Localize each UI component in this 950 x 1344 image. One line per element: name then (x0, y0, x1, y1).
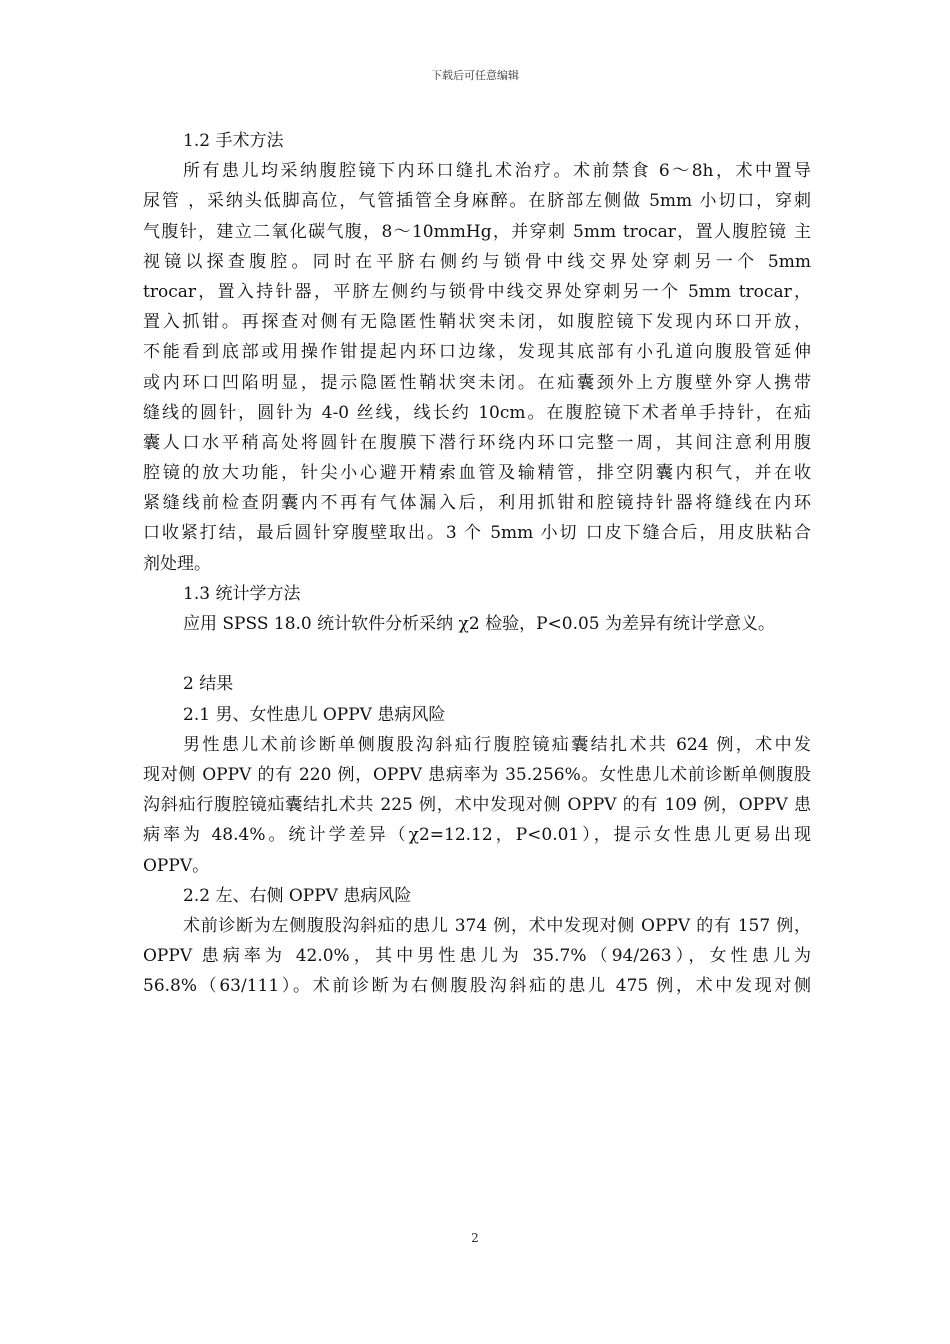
paragraph-line: 囊人口水平稍高处将圆针在腹膜下潜行环绕内环口完整一周，其间注意利用腹 (143, 432, 811, 453)
paragraph-line: 视镜以探查腹腔。同时在平脐右侧约与锁骨中线交界处穿刺另一个 5mm (143, 251, 811, 272)
section-heading-2: 2 结果 (183, 674, 234, 695)
paragraph-line: 术前诊断为左侧腹股沟斜疝的患儿 374 例，术中发现对侧 OPPV 的有 157 例， (183, 915, 811, 936)
paragraph-line: OPPV 患病率为 42.0%，其中男性患儿为 35.7%（94/263），女性患儿为 (143, 946, 811, 967)
paragraph-line: 56.8%（63/111）。术前诊断为右侧腹股沟斜疝的患儿 475 例，术中发现对侧 (143, 976, 811, 997)
paragraph-line: 应用 SPSS 18.0 统计软件分析采纳 χ2 检验，P<0.05 为差异有统计学意义。 (183, 614, 776, 634)
paragraph-line: trocar，置入持针器，平脐左侧约与锁骨中线交界处穿刺另一个 5mm trocar， (143, 281, 811, 302)
section-heading-2-2: 2.2 左、右侧 OPPV 患病风险 (183, 885, 412, 906)
paragraph-line: 现对侧 OPPV 的有 220 例，OPPV 患病率为 35.256%。女性患儿术前诊断单侧腹股 (143, 764, 811, 785)
paragraph-line: 腔镜的放大功能，针尖小心避开精索血管及输精管，排空阴囊内积气，并在收 (143, 463, 811, 484)
page-number: 2 (471, 1231, 479, 1245)
paragraph-line: 置入抓钳。再探查对侧有无隐匿性鞘状突未闭，如腹腔镜下发现内环口开放， (143, 312, 811, 333)
section-heading-1-3: 1.3 统计学方法 (183, 583, 301, 604)
document-body (143, 126, 811, 1001)
section-heading-1-2: 1.2 手术方法 (183, 131, 284, 151)
paragraph-line: 尿管 ，采纳头低脚高位，气管插管全身麻醉。在脐部左侧做 5mm 小切口，穿刺 (143, 191, 811, 212)
paragraph-line: OPPV。 (143, 855, 210, 876)
paragraph-line: 紧缝线前检查阴囊内不再有气体漏入后，利用抓钳和腔镜持针器将缝线在内环 (143, 493, 811, 514)
paragraph-line: 或内环口凹陷明显，提示隐匿性鞘状突未闭。在疝囊颈外上方腹壁外穿人携带 (143, 372, 811, 393)
paragraph-line: 剂处理。 (143, 553, 211, 574)
paragraph-line: 病率为 48.4%。统计学差异（χ2=12.12，P<0.01），提示女性患儿更易出现 (143, 825, 811, 846)
paragraph-line: 气腹针，建立二氧化碳气腹，8～10mmHg，并穿刺 5mm trocar，置人腹腔镜 主 (143, 221, 811, 242)
blank-line (143, 639, 811, 669)
page-header-note: 下载后可任意编辑 (431, 69, 519, 82)
paragraph-line: 不能看到底部或用操作钳提起内环口边缘，发现其底部有小孔道向腹股管延伸 (143, 342, 811, 363)
paragraph-line: 沟斜疝行腹腔镜疝囊结扎术共 225 例，术中发现对侧 OPPV 的有 109 例，OPPV 患 (143, 795, 811, 816)
paragraph-line: 所有患儿均采纳腹腔镜下内环口缝扎术治疗。术前禁食 6～8h，术中置导 (183, 161, 811, 182)
paragraph-line: 口收紧打结，最后圆针穿腹壁取出。3 个 5mm 小切 口皮下缝合后，用皮肤粘合 (143, 523, 811, 544)
section-heading-2-1: 2.1 男、女性患儿 OPPV 患病风险 (183, 704, 446, 725)
paragraph-line: 男性患儿术前诊断单侧腹股沟斜疝行腹腔镜疝囊结扎术共 624 例，术中发 (183, 734, 811, 755)
paragraph-line: 缝线的圆针，圆针为 4-0 丝线，线长约 10cm。在腹腔镜下术者单手持针，在疝 (143, 402, 811, 423)
